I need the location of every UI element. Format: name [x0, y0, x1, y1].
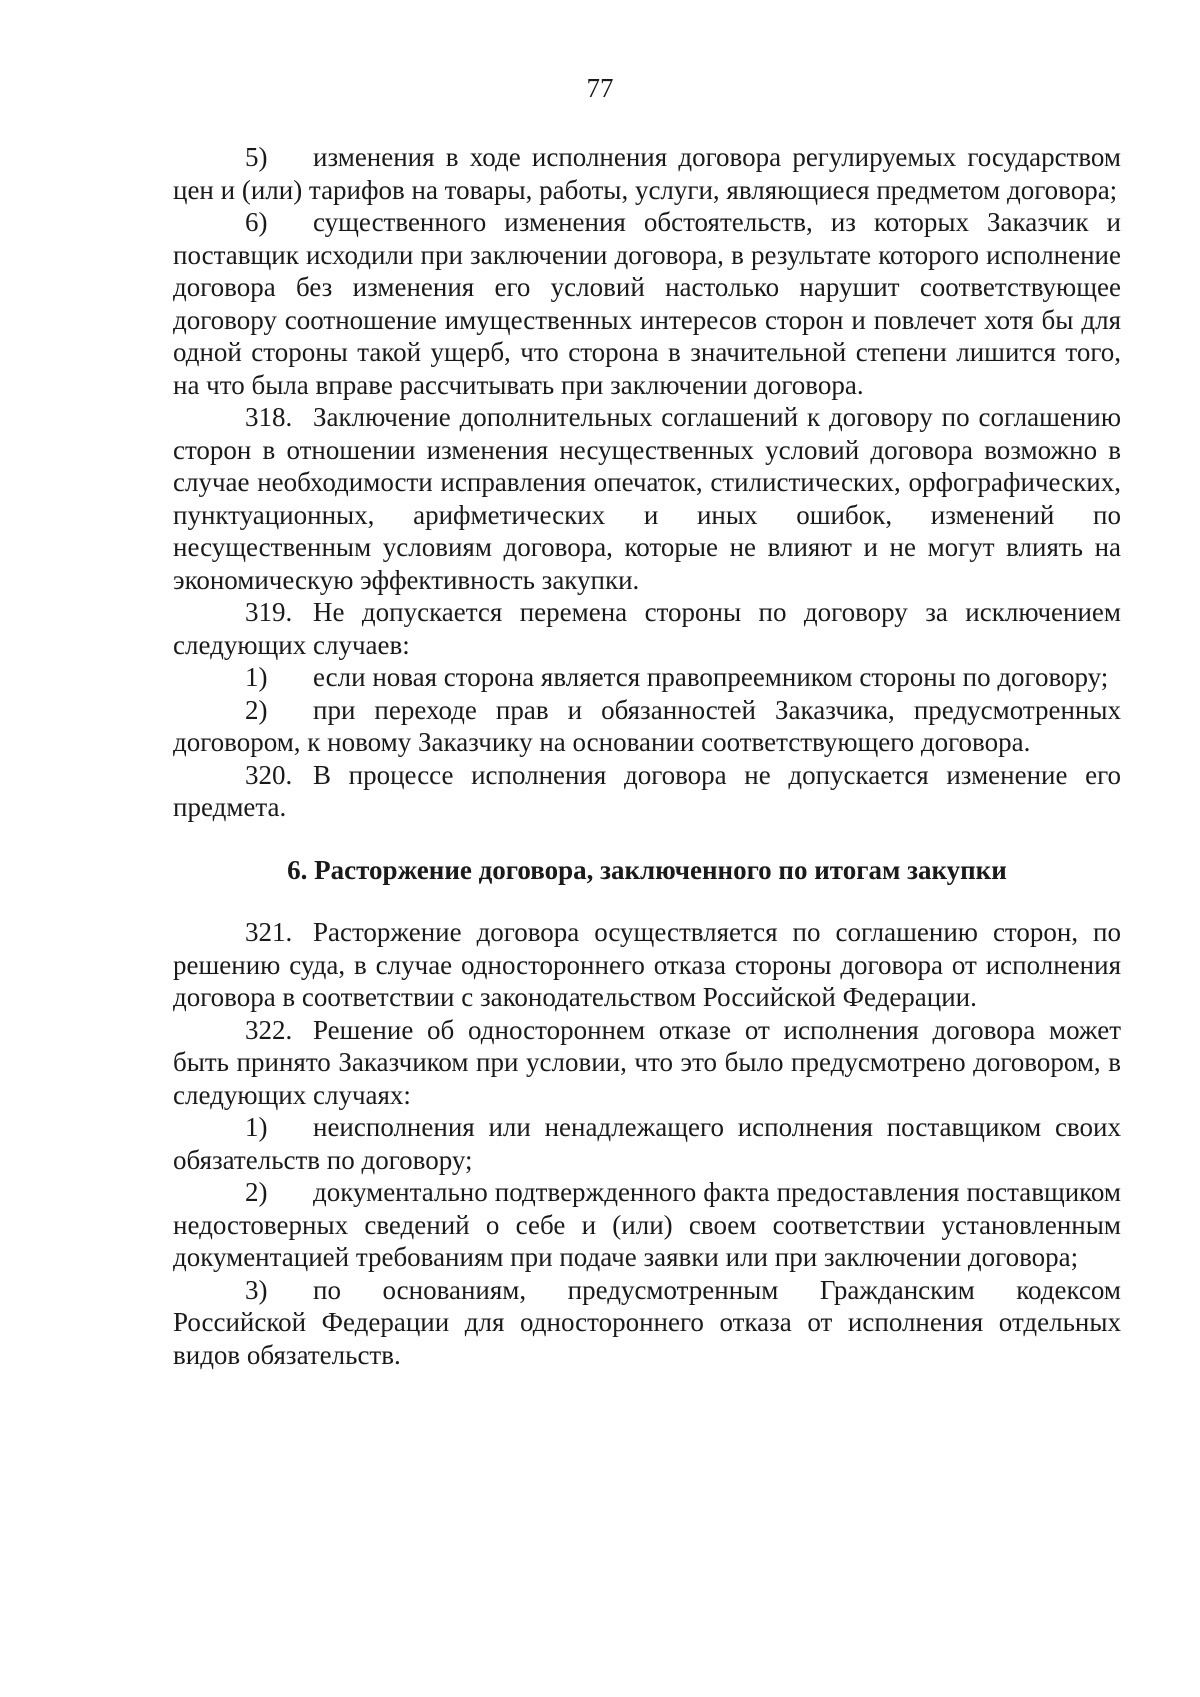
item-number: 320. [245, 759, 293, 790]
item-number: 319. [245, 597, 293, 627]
paragraph-322-item-2 [173, 1176, 1121, 1274]
paragraph-text: В процессе исполнения договора не допускается изменение его предмета. [173, 759, 1121, 822]
paragraph-text: документально подтвержденного факта предоставления поставщиком недостоверных сведений о себе и (или) своем соответствии установленным документацией требованиям при подаче заявки или при заключении договора; [173, 1177, 1121, 1272]
paragraph-text: существенного изменения обстоятельств, из которых Заказчик и поставщик исходили при заключении договора, в результате которого исполнение договора без изменения его условий настолько нарушит соответствующее договору соотношение имущественных интересов сторон и повлечет хотя бы для одной стороны такой ущерб, что сторона в значительной степени лишится того, на что была вправе рассчитывать при заключении договора. [173, 207, 1121, 400]
item-number: 321. [245, 917, 293, 947]
page-number: 77 [586, 73, 614, 103]
paragraph-322-item-1 [173, 1111, 1121, 1176]
item-number: 3) [245, 1274, 268, 1305]
paragraph-text: при переходе прав и обязанностей Заказчика, предусмотренных договором, к новому Заказчику на основании соответствующего договора. [173, 694, 1121, 757]
item-number: 2) [245, 694, 268, 725]
paragraph-321 [173, 916, 1121, 1014]
section-heading: 6. Расторжение договора, заключенного по итогам закупки [287, 854, 1007, 885]
document-body [173, 141, 1121, 1371]
paragraph-text: если новая сторона является правопреемником стороны по договору; [313, 662, 1109, 692]
paragraph-322 [173, 1014, 1121, 1112]
paragraph-text: неисполнения или ненадлежащего исполнения поставщиком своих обязательств по договору; [173, 1112, 1121, 1175]
item-number: 5) [245, 142, 268, 172]
paragraph-text: по основаниям, предусмотренным Гражданским кодексом Российской Федерации для одностороннего отказа от исполнения отдельных видов обязательств. [173, 1274, 1121, 1370]
paragraph-320 [173, 759, 1121, 824]
paragraph-item-5 [173, 141, 1121, 206]
item-number: 1) [245, 662, 268, 692]
item-number: 2) [245, 1177, 268, 1207]
paragraph-322-item-3 [173, 1274, 1121, 1372]
paragraph-319-item-2 [173, 694, 1121, 759]
paragraph-319-item-1 [173, 661, 1121, 694]
paragraph-item-6 [173, 206, 1121, 401]
item-number: 6) [245, 207, 268, 237]
item-number: 322. [245, 1014, 293, 1045]
paragraph-text: Не допускается перемена стороны по договору за исключением следующих случаев: [173, 597, 1121, 660]
item-number: 318. [245, 402, 293, 432]
paragraph-318 [173, 401, 1121, 596]
paragraph-text: Заключение дополнительных соглашений к договору по соглашению сторон в отношении изменения несущественных условий договора возможно в случае необходимости исправления опечаток, стилистических, орфографических, пунктуационных, арифметических и иных ошибок, изменений по несущественным условиям договора, которые не влияют и не могут влиять на экономическую эффективность закупки. [173, 402, 1121, 595]
paragraph-text: изменения в ходе исполнения договора регулируемых государством цен и (или) тарифов на товары, работы, услуги, являющиеся предметом договора; [173, 142, 1121, 205]
item-number: 1) [245, 1112, 268, 1142]
paragraph-text: Решение об одностороннем отказе от исполнения договора может быть принято Заказчиком при условии, что это было предусмотрено договором, в следующих случаях: [173, 1014, 1121, 1110]
paragraph-319 [173, 596, 1121, 661]
paragraph-text: Расторжение договора осуществляется по соглашению сторон, по решению суда, в случае одностороннего отказа стороны договора от исполнения договора в соответствии с законодательством Российской Федерации. [173, 917, 1121, 1012]
